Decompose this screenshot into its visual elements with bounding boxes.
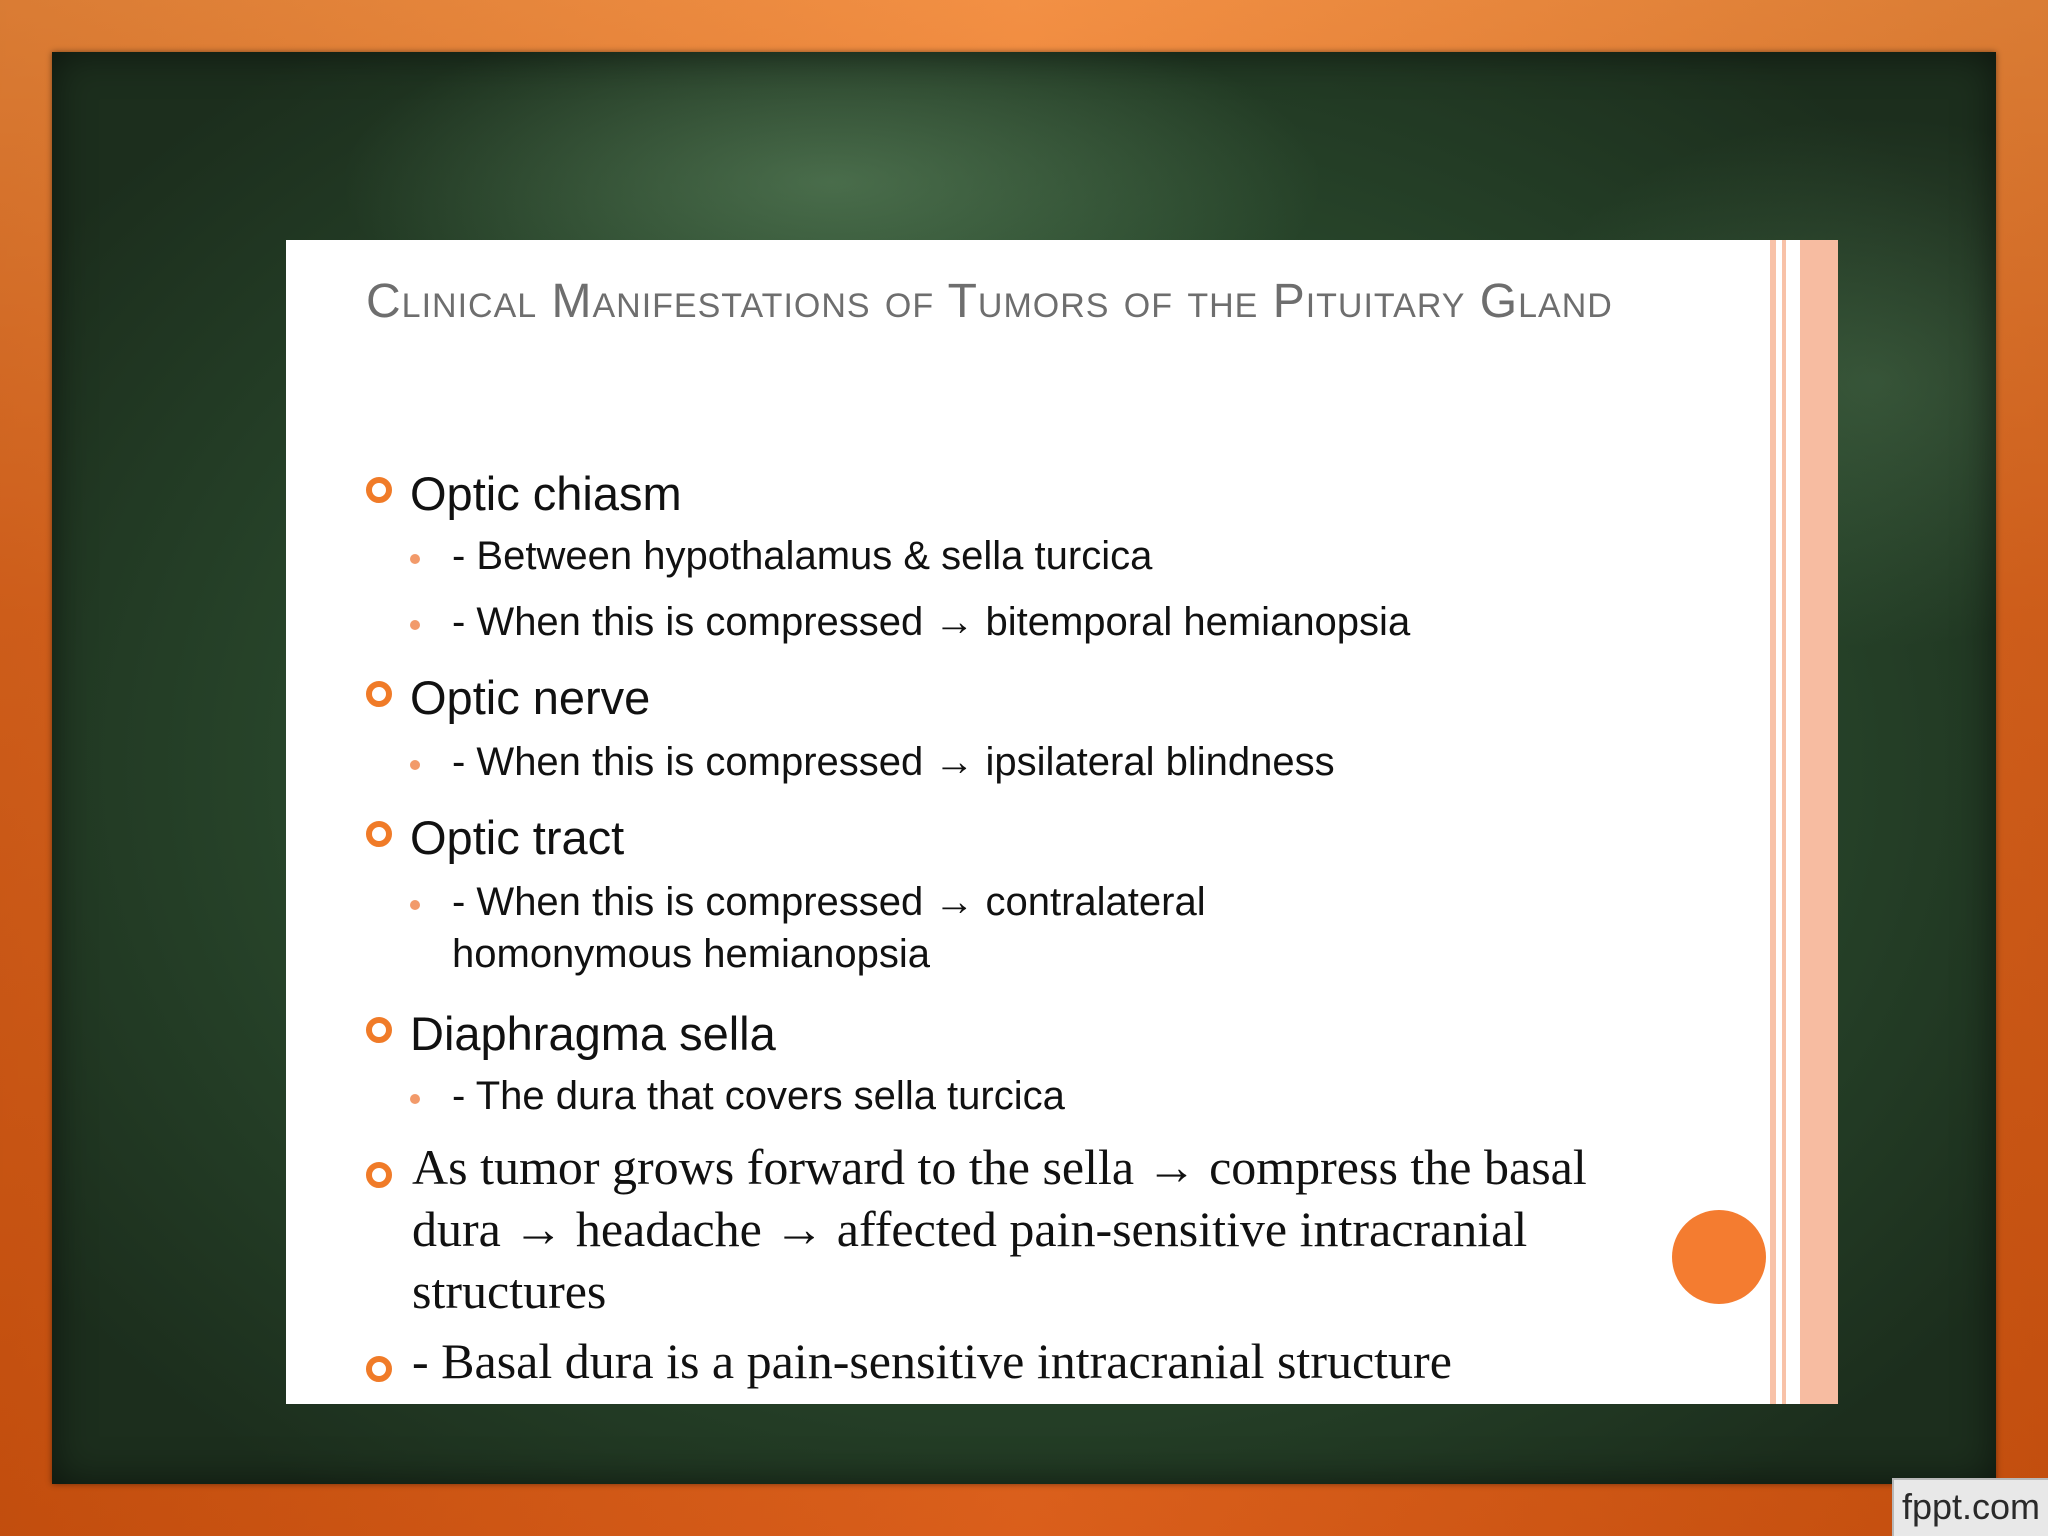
circle-bullet-icon xyxy=(366,477,392,503)
sub-bullet-item xyxy=(428,530,1152,582)
bullet-label: Diaphragma sella xyxy=(410,1007,776,1061)
sub-bullet-text: - Between hypothalamus & sella turcica xyxy=(452,534,1153,578)
dot-bullet-icon xyxy=(410,900,420,910)
decorative-stripe xyxy=(1782,240,1786,1404)
slide-panel xyxy=(286,240,1838,1404)
sub-bullet-item xyxy=(428,736,1335,788)
bullet-label: Optic tract xyxy=(410,811,625,865)
circle-bullet-icon xyxy=(366,821,392,847)
sub-bullet-text: - When this is compressed → bitemporal hemianopsia xyxy=(452,600,1411,644)
sub-bullet-text: - When this is compressed → ipsilateral blindness xyxy=(452,740,1335,784)
decorative-orange-circle xyxy=(1672,1210,1766,1304)
decorative-stripe xyxy=(1800,240,1838,1404)
circle-bullet-icon xyxy=(366,1356,392,1382)
note-item xyxy=(366,1136,1596,1322)
note-text: - Basal dura is a pain-sensitive intracranial structure xyxy=(412,1333,1452,1389)
sub-bullet-text: - The dura that covers sella turcica xyxy=(452,1074,1065,1118)
bullet-item xyxy=(366,462,682,521)
sub-bullet-item xyxy=(428,876,1348,980)
note-item xyxy=(366,1330,1666,1392)
dot-bullet-icon xyxy=(410,1094,420,1104)
bullet-label: Optic chiasm xyxy=(410,467,682,521)
chalkboard xyxy=(52,52,1996,1484)
dot-bullet-icon xyxy=(410,620,420,630)
circle-bullet-icon xyxy=(366,1017,392,1043)
bullet-item xyxy=(366,1002,776,1061)
slide-title: Clinical Manifestations of Tumors of the Pituitary Gland xyxy=(366,275,1613,328)
bullet-item xyxy=(366,806,624,865)
circle-bullet-icon xyxy=(366,1162,392,1188)
bullet-label: Optic nerve xyxy=(410,671,651,725)
decorative-stripe xyxy=(1770,240,1776,1404)
watermark-badge: fppt.com xyxy=(1892,1478,2048,1536)
circle-bullet-icon xyxy=(366,681,392,707)
sub-bullet-item xyxy=(428,1070,1065,1122)
bullet-item xyxy=(366,666,650,725)
dot-bullet-icon xyxy=(410,554,420,564)
sub-bullet-item xyxy=(428,596,1410,648)
sub-bullet-text: - When this is compressed → contralateral homonymous hemianopsia xyxy=(452,880,1206,976)
note-text: As tumor grows forward to the sella → compress the basal dura → headache → affected pain-sensitive intracranial structures xyxy=(412,1139,1587,1319)
dot-bullet-icon xyxy=(410,760,420,770)
